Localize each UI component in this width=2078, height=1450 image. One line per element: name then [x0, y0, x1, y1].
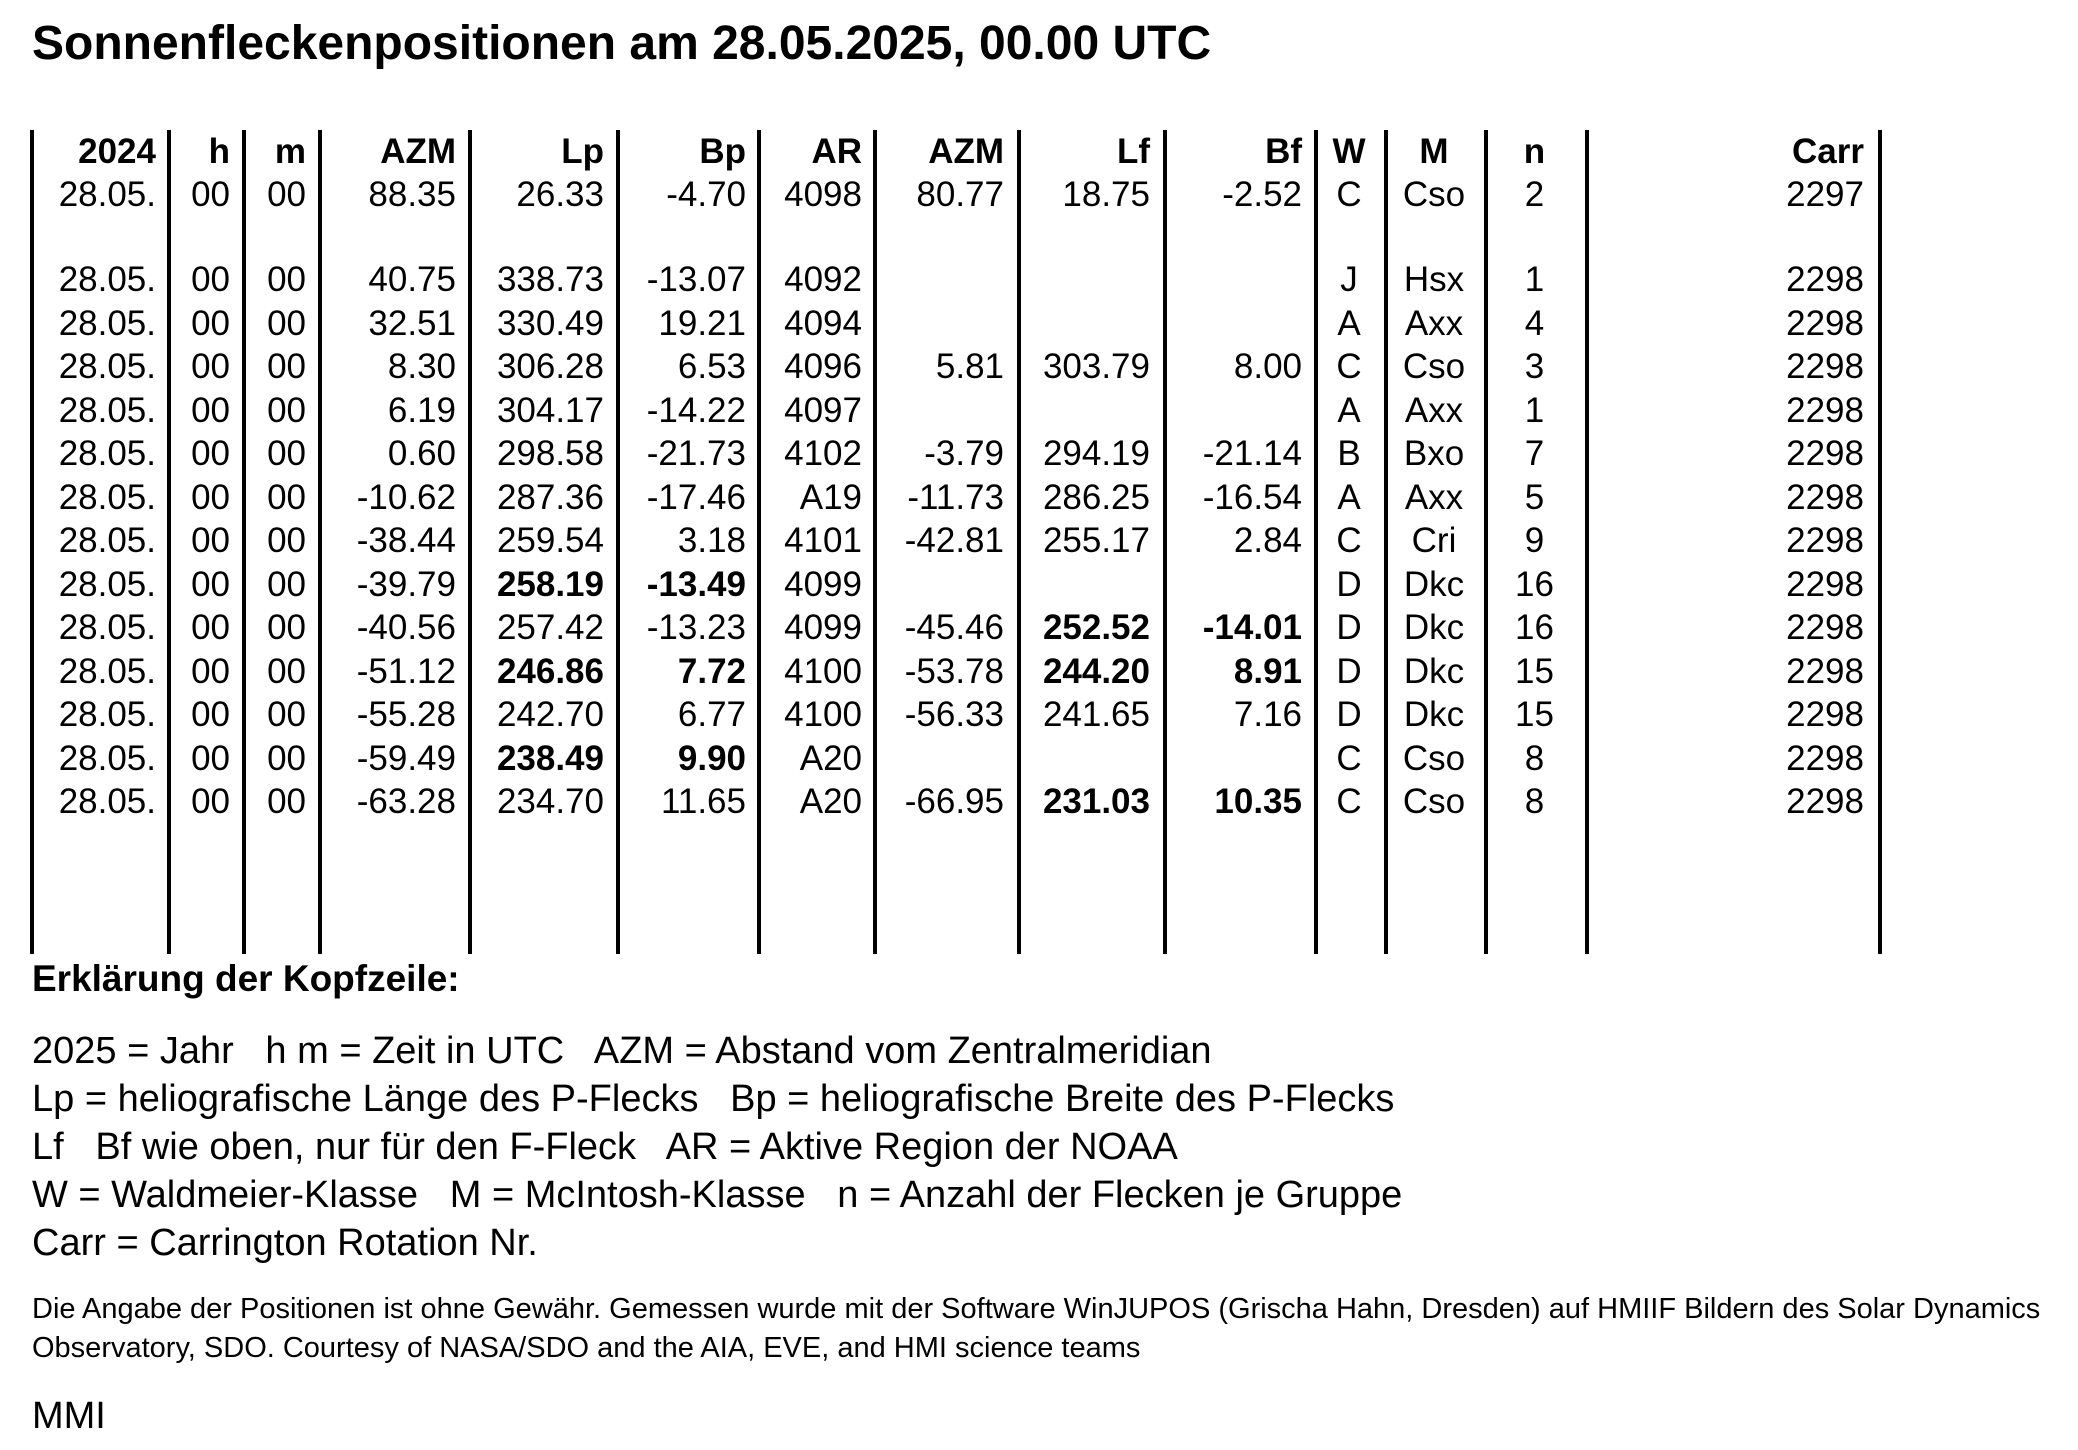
cell-hour: 00 [191, 521, 230, 560]
cell-bp: -13.49 [646, 565, 746, 604]
cell-n: 16 [1515, 565, 1554, 604]
cell-hour: 00 [191, 391, 230, 430]
cell-date: 28.05. [58, 565, 156, 604]
cell-bp: 3.18 [677, 521, 746, 560]
cell-azm-p: -40.56 [356, 608, 456, 647]
cell-m: Dkc [1403, 695, 1465, 734]
cell-bp: 19.21 [658, 304, 746, 343]
cell-m: Dkc [1403, 565, 1465, 604]
cell-azm-f: -3.79 [924, 434, 1004, 473]
explanation-line: Carr = Carrington Rotation Nr. [32, 1222, 538, 1264]
cell-w: C [1336, 521, 1362, 560]
cell-carr: 2298 [1786, 434, 1864, 473]
cell-lf: 294.19 [1042, 434, 1150, 473]
cell-n: 16 [1515, 608, 1554, 647]
cell-lf: 18.75 [1062, 175, 1150, 214]
cell-azm-p: -39.79 [356, 565, 456, 604]
cell-azm-p: -10.62 [356, 478, 456, 517]
header-lp: Lp [561, 132, 604, 171]
cell-ar: 4099 [784, 565, 862, 604]
cell-lp: 298.58 [496, 434, 604, 473]
cell-w: A [1337, 478, 1361, 517]
cell-ar: 4098 [784, 175, 862, 214]
header-azm-f: AZM [928, 132, 1004, 171]
cell-ar: 4096 [784, 347, 862, 386]
cell-bp: -13.23 [646, 608, 746, 647]
cell-hour: 00 [191, 739, 230, 778]
cell-lp: 306.28 [496, 347, 604, 386]
cell-carr: 2298 [1786, 695, 1864, 734]
cell-date: 28.05. [58, 478, 156, 517]
cell-bf: -2.52 [1222, 175, 1302, 214]
header-n: n [1523, 132, 1546, 171]
cell-ar: 4100 [784, 652, 862, 691]
cell-lf: 286.25 [1042, 478, 1150, 517]
cell-date: 28.05. [58, 782, 156, 821]
cell-lp: 258.19 [496, 565, 604, 604]
header-carr: Carr [1792, 132, 1864, 171]
cell-m: Cri [1411, 521, 1457, 560]
cell-lf: 231.03 [1042, 782, 1150, 821]
cell-n: 1 [1524, 260, 1545, 299]
cell-n: 5 [1524, 478, 1545, 517]
cell-w: A [1337, 391, 1361, 430]
cell-hour: 00 [191, 304, 230, 343]
cell-bf: -14.01 [1202, 608, 1302, 647]
cell-azm-p: 6.19 [387, 391, 456, 430]
cell-bf: 8.91 [1233, 652, 1302, 691]
column-divider [30, 130, 34, 954]
cell-w: A [1337, 304, 1361, 343]
cell-date: 28.05. [58, 652, 156, 691]
column-divider [1878, 130, 1882, 954]
cell-m: Bxo [1403, 434, 1465, 473]
cell-date: 28.05. [58, 608, 156, 647]
cell-n: 7 [1524, 434, 1545, 473]
cell-lf: 244.20 [1042, 652, 1150, 691]
cell-azm-f: -56.33 [904, 695, 1004, 734]
header-bp: Bp [699, 132, 746, 171]
cell-bp: 9.90 [677, 739, 746, 778]
cell-carr: 2297 [1786, 175, 1864, 214]
cell-n: 2 [1524, 175, 1545, 214]
cell-carr: 2298 [1786, 478, 1864, 517]
cell-minute: 00 [267, 434, 306, 473]
cell-date: 28.05. [58, 739, 156, 778]
cell-w: D [1336, 565, 1362, 604]
header-m: M [1419, 132, 1449, 171]
cell-carr: 2298 [1786, 652, 1864, 691]
cell-azm-f: 5.81 [935, 347, 1004, 386]
cell-carr: 2298 [1786, 347, 1864, 386]
cell-bp: 11.65 [661, 782, 746, 821]
cell-date: 28.05. [58, 434, 156, 473]
cell-azm-p: -55.28 [356, 695, 456, 734]
cell-date: 28.05. [58, 347, 156, 386]
cell-ar: 4092 [784, 260, 862, 299]
cell-lp: 304.17 [496, 391, 604, 430]
cell-hour: 00 [191, 260, 230, 299]
cell-bf: -21.14 [1202, 434, 1302, 473]
cell-azm-f: -45.46 [904, 608, 1004, 647]
cell-azm-p: 40.75 [368, 260, 456, 299]
cell-m: Cso [1402, 739, 1466, 778]
cell-n: 15 [1515, 652, 1554, 691]
cell-bf: 7.16 [1233, 695, 1302, 734]
cell-carr: 2298 [1786, 608, 1864, 647]
author-signature: MMI [32, 1395, 106, 1437]
cell-lf: 252.52 [1042, 608, 1150, 647]
cell-bp: -14.22 [646, 391, 746, 430]
cell-m: Hsx [1403, 260, 1465, 299]
cell-m: Cso [1402, 175, 1466, 214]
cell-bp: -21.73 [646, 434, 746, 473]
cell-w: C [1336, 782, 1362, 821]
cell-minute: 00 [267, 739, 306, 778]
cell-minute: 00 [267, 304, 306, 343]
cell-date: 28.05. [58, 304, 156, 343]
cell-ar: A20 [799, 739, 862, 778]
cell-azm-p: -51.12 [356, 652, 456, 691]
cell-ar: A19 [799, 478, 862, 517]
cell-minute: 00 [267, 260, 306, 299]
cell-azm-f: 80.77 [916, 175, 1004, 214]
disclaimer-text: Die Angabe der Positionen ist ohne Gewähr. Gemessen wurde mit der Software WinJUPOS (Grischa Hahn, Dresden) auf HMIIF Bildern des Solar Dynamics Observatory, SDO. Courtesy of NASA/SDO and the AIA, EVE, and HMI science teams [32, 1293, 2041, 1364]
cell-minute: 00 [267, 652, 306, 691]
cell-carr: 2298 [1786, 739, 1864, 778]
header-hour: h [208, 132, 230, 171]
cell-bf: 8.00 [1233, 347, 1302, 386]
cell-lp: 330.49 [496, 304, 604, 343]
cell-minute: 00 [267, 695, 306, 734]
header-date: 2024 [78, 132, 156, 171]
cell-w: D [1336, 695, 1362, 734]
header-w: W [1332, 132, 1366, 171]
cell-n: 8 [1524, 782, 1545, 821]
explanation-line: Lf Bf wie oben, nur für den F-Fleck AR = Aktive Region der NOAA [32, 1126, 1178, 1168]
cell-n: 4 [1524, 304, 1545, 343]
cell-w: D [1336, 608, 1362, 647]
cell-w: J [1340, 260, 1358, 299]
cell-carr: 2298 [1786, 260, 1864, 299]
cell-minute: 00 [267, 608, 306, 647]
cell-azm-p: -38.44 [356, 521, 456, 560]
cell-n: 9 [1524, 521, 1545, 560]
cell-lp: 238.49 [496, 739, 604, 778]
cell-m: Cso [1402, 347, 1466, 386]
cell-minute: 00 [267, 565, 306, 604]
cell-date: 28.05. [58, 695, 156, 734]
cell-m: Axx [1404, 304, 1464, 343]
cell-lf: 241.65 [1042, 695, 1150, 734]
cell-bf: -16.54 [1202, 478, 1302, 517]
cell-ar: 4102 [784, 434, 862, 473]
cell-azm-p: -59.49 [356, 739, 456, 778]
cell-lp: 246.86 [496, 652, 604, 691]
page-title: Sonnenfleckenpositionen am 28.05.2025, 00.00 UTC [32, 17, 1212, 70]
header-minute: m [274, 132, 306, 171]
cell-date: 28.05. [58, 391, 156, 430]
cell-lp: 287.36 [496, 478, 604, 517]
cell-bp: -4.70 [666, 175, 746, 214]
cell-lf: 255.17 [1042, 521, 1150, 560]
cell-n: 3 [1524, 347, 1545, 386]
cell-minute: 00 [267, 175, 306, 214]
cell-ar: 4101 [784, 521, 862, 560]
cell-bp: 6.77 [677, 695, 746, 734]
cell-azm-f: -66.95 [904, 782, 1004, 821]
cell-azm-p: 0.60 [387, 434, 456, 473]
cell-lp: 338.73 [496, 260, 604, 299]
cell-bp: 7.72 [677, 652, 746, 691]
cell-hour: 00 [191, 695, 230, 734]
cell-n: 8 [1524, 739, 1545, 778]
cell-hour: 00 [191, 347, 230, 386]
cell-w: C [1336, 739, 1362, 778]
cell-azm-p: 88.35 [368, 175, 456, 214]
cell-minute: 00 [267, 782, 306, 821]
cell-minute: 00 [267, 391, 306, 430]
cell-date: 28.05. [58, 175, 156, 214]
cell-carr: 2298 [1786, 782, 1864, 821]
cell-lp: 242.70 [496, 695, 604, 734]
cell-carr: 2298 [1786, 565, 1864, 604]
cell-lp: 26.33 [516, 175, 604, 214]
explanation-line: Lp = heliografische Länge des P-Flecks Bp = heliografische Breite des P-Flecks [32, 1078, 1395, 1120]
cell-carr: 2298 [1786, 391, 1864, 430]
explanation-heading: Erklärung der Kopfzeile: [32, 958, 460, 999]
cell-lf: 303.79 [1042, 347, 1150, 386]
cell-carr: 2298 [1786, 521, 1864, 560]
cell-w: C [1336, 175, 1362, 214]
cell-ar: 4100 [784, 695, 862, 734]
header-ar: AR [811, 132, 862, 171]
cell-bp: 6.53 [677, 347, 746, 386]
header-lf: Lf [1116, 132, 1150, 171]
sunspot-table [30, 130, 1882, 954]
cell-minute: 00 [267, 521, 306, 560]
cell-lp: 259.54 [496, 521, 604, 560]
cell-hour: 00 [191, 782, 230, 821]
header-bf: Bf [1265, 132, 1302, 171]
cell-m: Dkc [1403, 608, 1465, 647]
cell-lp: 234.70 [496, 782, 604, 821]
explanation-line: W = Waldmeier-Klasse M = McIntosh-Klasse n = Anzahl der Flecken je Gruppe [32, 1174, 1403, 1216]
cell-m: Dkc [1403, 652, 1465, 691]
cell-ar: 4094 [784, 304, 862, 343]
cell-azm-f: -42.81 [904, 521, 1004, 560]
cell-carr: 2298 [1786, 304, 1864, 343]
cell-w: C [1336, 347, 1362, 386]
cell-date: 28.05. [58, 521, 156, 560]
cell-azm-p: 32.51 [368, 304, 456, 343]
cell-m: Cso [1402, 782, 1466, 821]
cell-hour: 00 [191, 608, 230, 647]
cell-n: 1 [1524, 391, 1545, 430]
cell-minute: 00 [267, 347, 306, 386]
cell-bp: -17.46 [646, 478, 746, 517]
cell-minute: 00 [267, 478, 306, 517]
cell-w: D [1336, 652, 1362, 691]
cell-hour: 00 [191, 175, 230, 214]
cell-n: 15 [1515, 695, 1554, 734]
cell-ar: A20 [799, 782, 862, 821]
cell-azm-p: -63.28 [356, 782, 456, 821]
explanation-line: 2025 = Jahr h m = Zeit in UTC AZM = Abstand vom Zentralmeridian [32, 1030, 1212, 1072]
cell-azm-f: -53.78 [904, 652, 1004, 691]
cell-date: 28.05. [58, 260, 156, 299]
cell-bp: -13.07 [646, 260, 746, 299]
cell-azm-f: -11.73 [907, 478, 1004, 517]
header-azm-p: AZM [380, 132, 456, 171]
cell-ar: 4099 [784, 608, 862, 647]
cell-hour: 00 [191, 565, 230, 604]
cell-hour: 00 [191, 478, 230, 517]
cell-bf: 10.35 [1214, 782, 1302, 821]
cell-bf: 2.84 [1233, 521, 1302, 560]
cell-hour: 00 [191, 652, 230, 691]
cell-hour: 00 [191, 434, 230, 473]
cell-m: Axx [1404, 391, 1464, 430]
cell-lp: 257.42 [496, 608, 604, 647]
cell-w: B [1337, 434, 1361, 473]
cell-azm-p: 8.30 [387, 347, 456, 386]
cell-ar: 4097 [784, 391, 862, 430]
cell-m: Axx [1404, 478, 1464, 517]
